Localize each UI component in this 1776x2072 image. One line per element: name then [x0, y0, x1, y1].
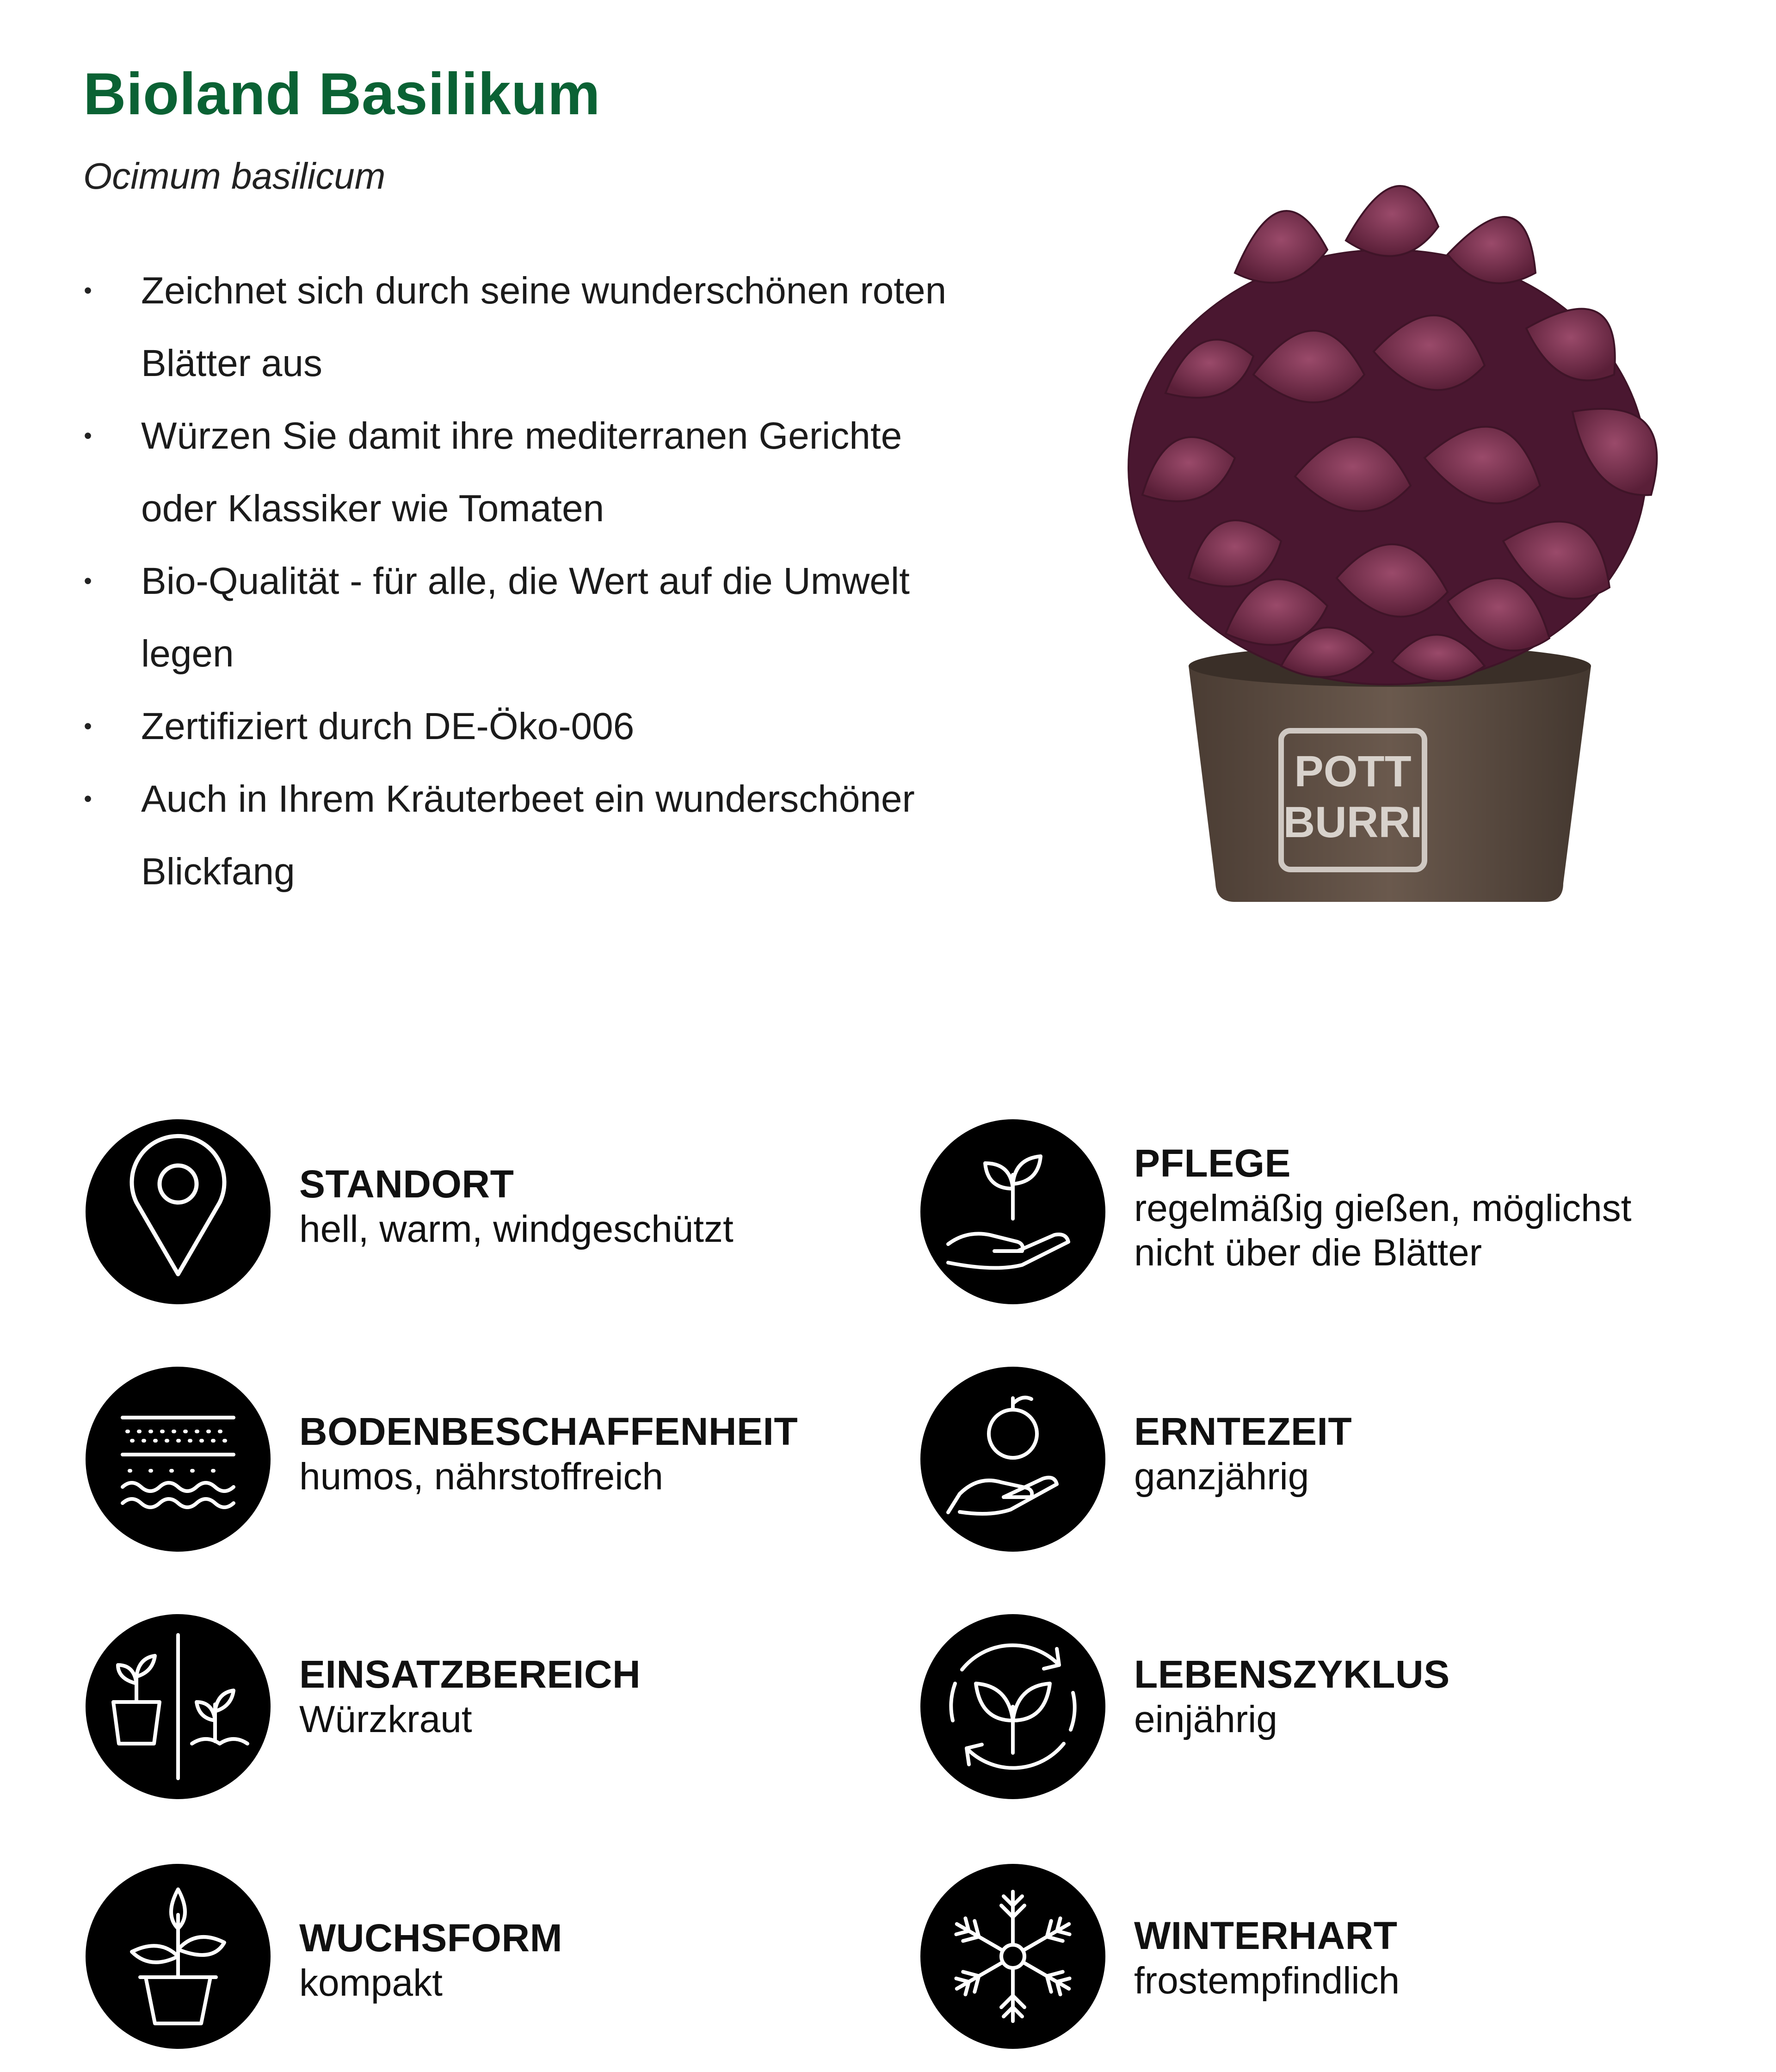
bullet-dot-icon: •	[84, 713, 92, 739]
feature-value: frostempfindlich	[1134, 1960, 1400, 2002]
bullet-dot-icon: •	[84, 568, 92, 594]
bullet-dot-icon: •	[84, 423, 92, 449]
feature-standort	[86, 1119, 895, 1314]
feature-pflege	[920, 1119, 1730, 1314]
location-pin-icon	[86, 1119, 271, 1304]
feature-value: hell, warm, windgeschützt	[299, 1208, 734, 1250]
bullet-item	[79, 400, 957, 545]
product-title: Bioland Basilikum	[83, 61, 601, 127]
product-photo	[994, 134, 1716, 920]
feature-label: BODENBESCHAFFENHEIT	[299, 1410, 798, 1453]
feature-value: Würzkraut	[299, 1698, 472, 1740]
latin-name: Ocimum basilicum	[83, 155, 386, 197]
feature-value: regelmäßig gießen, möglichst nicht über die Blätter	[1134, 1187, 1632, 1274]
feature-wuchsform	[86, 1864, 895, 2058]
bullet-item	[79, 763, 957, 908]
bullet-text: Zertifiziert durch DE-Öko-006	[141, 705, 635, 747]
feature-label: LEBENSZYKLUS	[1134, 1653, 1450, 1696]
bullet-item	[79, 690, 957, 763]
potted-plant-icon	[86, 1864, 271, 2049]
feature-value: ganzjährig	[1134, 1455, 1309, 1498]
feature-label: STANDORT	[299, 1162, 514, 1206]
feature-label: PFLEGE	[1134, 1141, 1291, 1185]
feature-label: WUCHSFORM	[299, 1916, 563, 1960]
bullet-dot-icon: •	[84, 786, 92, 812]
pot-label-line2: BURRI	[1283, 798, 1423, 847]
feature-value: kompakt	[299, 1962, 443, 2004]
feature-label: EINSATZBEREICH	[299, 1653, 641, 1696]
bullet-dot-icon: •	[84, 278, 92, 303]
feature-value: einjährig	[1134, 1698, 1277, 1740]
bullet-item	[79, 254, 957, 400]
basil-foliage	[1128, 186, 1657, 684]
bullet-text: Würzen Sie damit ihre mediterranen Gerichte oder Klassiker wie Tomaten	[141, 415, 902, 530]
feature-bodenbeschaffenheit	[86, 1367, 895, 1561]
soil-layers-icon	[86, 1367, 271, 1552]
feature-label: WINTERHART	[1134, 1914, 1398, 1957]
bullet-text: Zeichnet sich durch seine wunderschönen roten Blätter aus	[141, 270, 947, 384]
feature-einsatzbereich	[86, 1614, 895, 1808]
bullet-text: Auch in Ihrem Kräuterbeet ein wunderschöner Blickfang	[141, 778, 915, 893]
feature-label: ERNTEZEIT	[1134, 1410, 1352, 1453]
pot-and-ground-icon	[86, 1614, 271, 1799]
hand-seedling-icon	[920, 1119, 1105, 1304]
feature-erntezeit	[920, 1367, 1730, 1561]
basil-plant-illustration	[994, 134, 1716, 920]
bullet-text: Bio-Qualität - für alle, die Wert auf die Umwelt legen	[141, 560, 910, 675]
pot-label-line1: POTT	[1294, 747, 1412, 796]
feature-bullet-list	[79, 254, 957, 908]
feature-value: humos, nährstoffreich	[299, 1455, 664, 1498]
snowflake-icon	[920, 1864, 1105, 2049]
bullet-item	[79, 545, 957, 690]
feature-lebenszyklus	[920, 1614, 1730, 1808]
feature-winterhart	[920, 1864, 1730, 2058]
plant-cycle-icon	[920, 1614, 1105, 1799]
hand-fruit-icon	[920, 1367, 1105, 1552]
